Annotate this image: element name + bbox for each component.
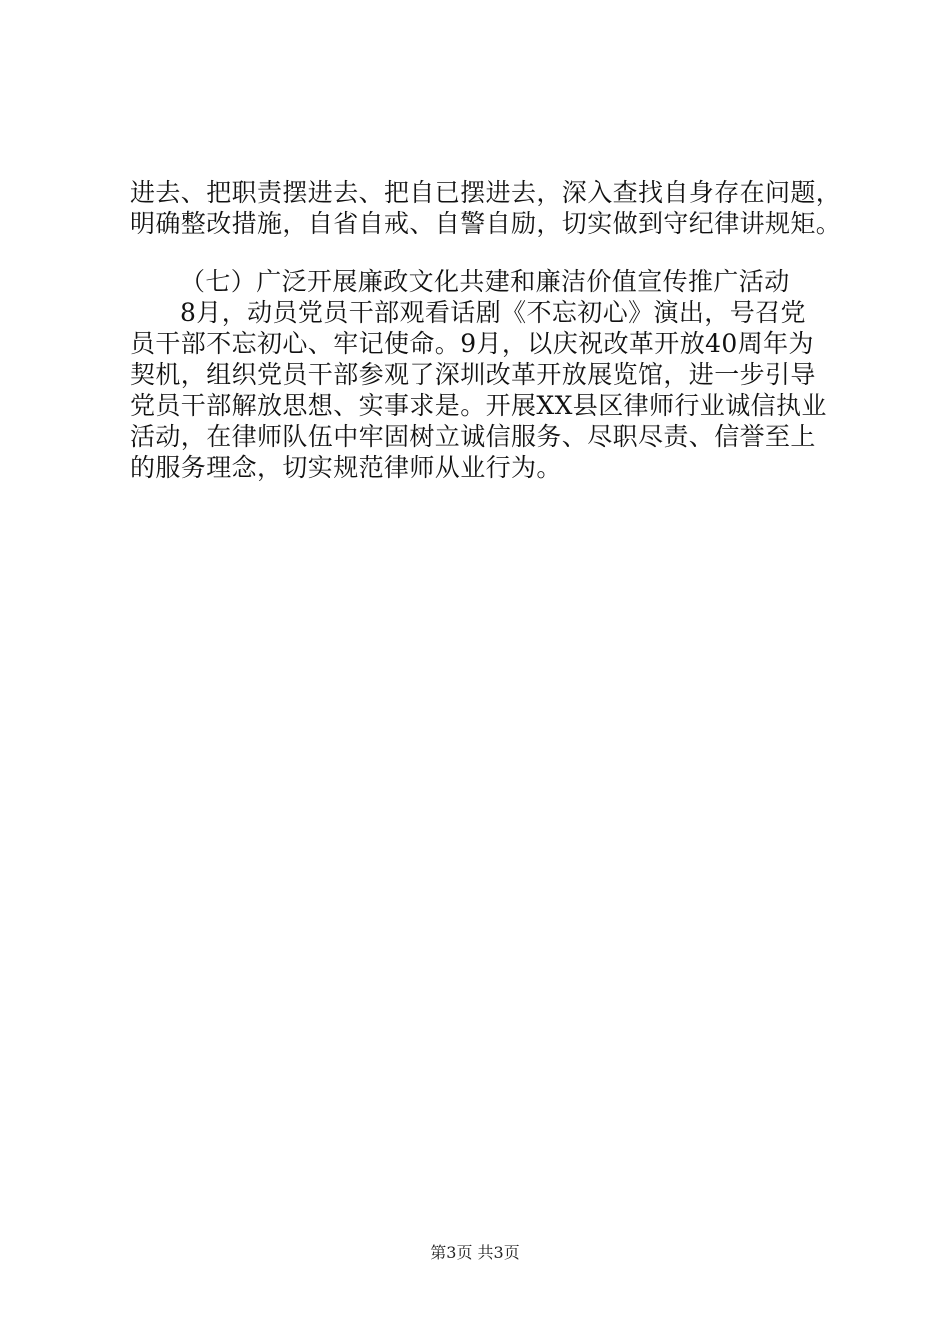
paragraph-2-line-1: 8月，动员党员干部观看话剧《不忘初心》演出，号召党 [180, 298, 806, 327]
paragraph-2-line-6: 的服务理念，切实规范律师从业行为。 [130, 453, 562, 482]
section-heading: （七）广泛开展廉政文化共建和廉洁价值宣传推广活动 [180, 267, 790, 296]
paragraph-2-line-2: 员干部不忘初心、牢记使命。9月，以庆祝改革开放40周年为 [130, 329, 814, 358]
paragraph-1-line-1: 进去、把职责摆进去、把自已摆进去，深入查找自身存在问题， [130, 178, 842, 207]
page-footer: 第3页 共3页 [430, 1243, 520, 1262]
paragraph-1-line-2: 明确整改措施，自省自戒、自警自励，切实做到守纪律讲规矩。 [130, 209, 842, 238]
paragraph-2-line-5: 活动，在律师队伍中牢固树立诚信服务、尽职尽责、信誉至上 [130, 422, 816, 451]
paragraph-2-line-3: 契机，组织党员干部参观了深圳改革开放展览馆，进一步引导 [130, 360, 816, 389]
paragraph-2-line-4: 党员干部解放思想、实事求是。开展XX县区律师行业诚信执业 [130, 391, 827, 420]
